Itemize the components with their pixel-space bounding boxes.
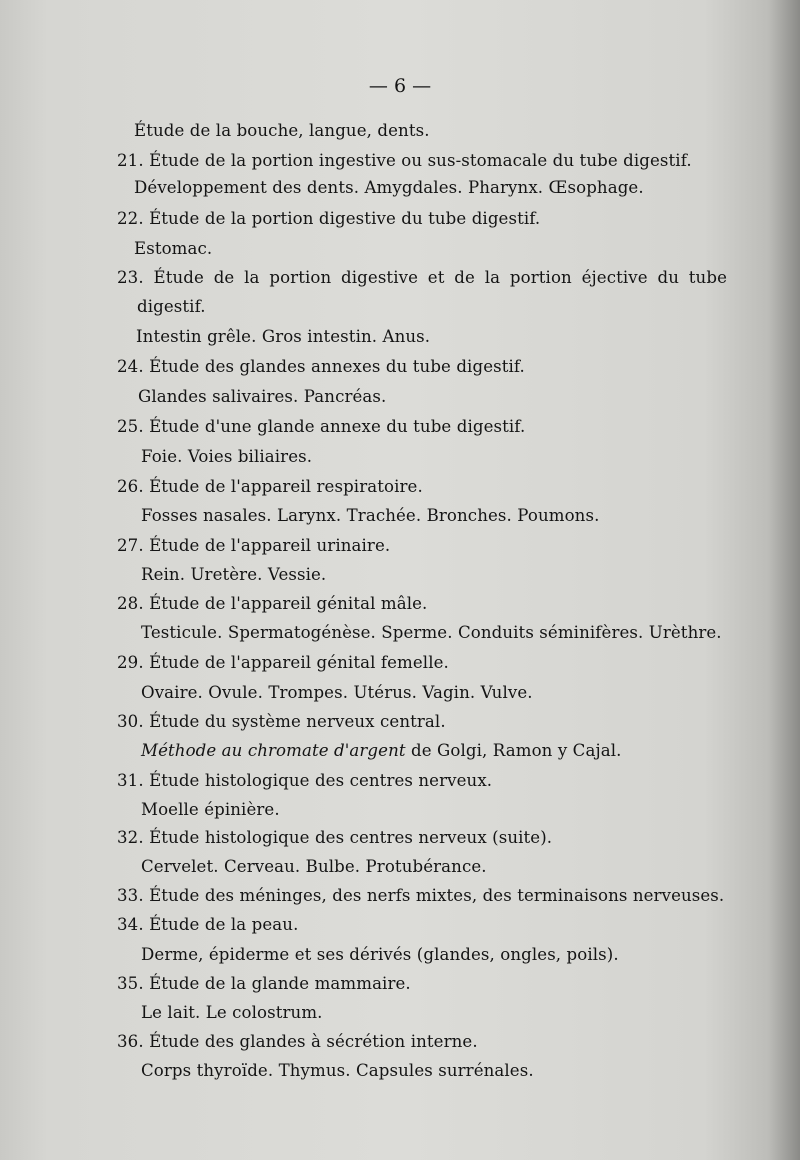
text-line: Estomac. xyxy=(134,239,213,258)
section-heading: 35. Étude de la glande mammaire. xyxy=(117,974,411,993)
text-line: digestif. xyxy=(137,297,206,316)
text-line: Intestin grêle. Gros intestin. Anus. xyxy=(136,327,431,346)
text-line: Fosses nasales. Larynx. Trachée. Bronches. Poumons. xyxy=(141,506,600,525)
text-line: Moelle épinière. xyxy=(141,800,280,819)
section-heading: 27. Étude de l'appareil urinaire. xyxy=(117,536,391,555)
text-line: Derme, épiderme et ses dérivés (glandes, ongles, poils). xyxy=(141,945,619,964)
section-heading: 36. Étude des glandes à sécrétion interne. xyxy=(117,1032,478,1051)
section-heading: 30. Étude du système nerveux central. xyxy=(117,712,446,731)
section-heading: 33. Étude des méninges, des nerfs mixtes, des terminaisons nerveuses. xyxy=(117,886,725,905)
text-line: Glandes salivaires. Pancréas. xyxy=(138,387,387,406)
text-line: Ovaire. Ovule. Trompes. Utérus. Vagin. Vulve. xyxy=(141,683,533,702)
text-line: Développement des dents. Amygdales. Pharynx. Œsophage. xyxy=(134,178,644,197)
text-line: Corps thyroïde. Thymus. Capsules surrénales. xyxy=(141,1061,534,1080)
section-heading: 28. Étude de l'appareil génital mâle. xyxy=(117,594,428,613)
text-line: Étude de la bouche, langue, dents. xyxy=(134,121,430,140)
section-heading: 25. Étude d'une glande annexe du tube digestif. xyxy=(117,417,526,436)
text-line: Rein. Uretère. Vessie. xyxy=(141,565,327,584)
text-line: Cervelet. Cerveau. Bulbe. Protubérance. xyxy=(141,857,487,876)
section-heading: 21. Étude de la portion ingestive ou sus-stomacale du tube digestif. xyxy=(117,151,692,170)
text-line: Foie. Voies biliaires. xyxy=(141,447,313,466)
section-heading: 24. Étude des glandes annexes du tube digestif. xyxy=(117,357,525,376)
section-heading: 29. Étude de l'appareil génital femelle. xyxy=(117,653,449,672)
italic-method-name: Méthode au chromate d'argent xyxy=(141,741,406,760)
section-heading: 32. Étude histologique des centres nerveux (suite). xyxy=(117,828,553,847)
section-heading: 23. Étude de la portion digestive et de la portion éjective du tube xyxy=(117,268,727,287)
page-number: — 6 — xyxy=(368,75,432,97)
text-line: Le lait. Le colostrum. xyxy=(141,1003,323,1022)
text-span: de Golgi, Ramon y Cajal. xyxy=(405,741,622,760)
section-heading: 26. Étude de l'appareil respiratoire. xyxy=(117,477,423,496)
text-line: Testicule. Spermatogénèse. Sperme. Conduits séminifères. Urèthre. xyxy=(141,623,722,642)
section-heading: 22. Étude de la portion digestive du tube digestif. xyxy=(117,209,541,228)
text-line xyxy=(141,741,621,760)
section-heading: 31. Étude histologique des centres nerveux. xyxy=(117,771,493,790)
section-heading: 34. Étude de la peau. xyxy=(117,915,299,934)
